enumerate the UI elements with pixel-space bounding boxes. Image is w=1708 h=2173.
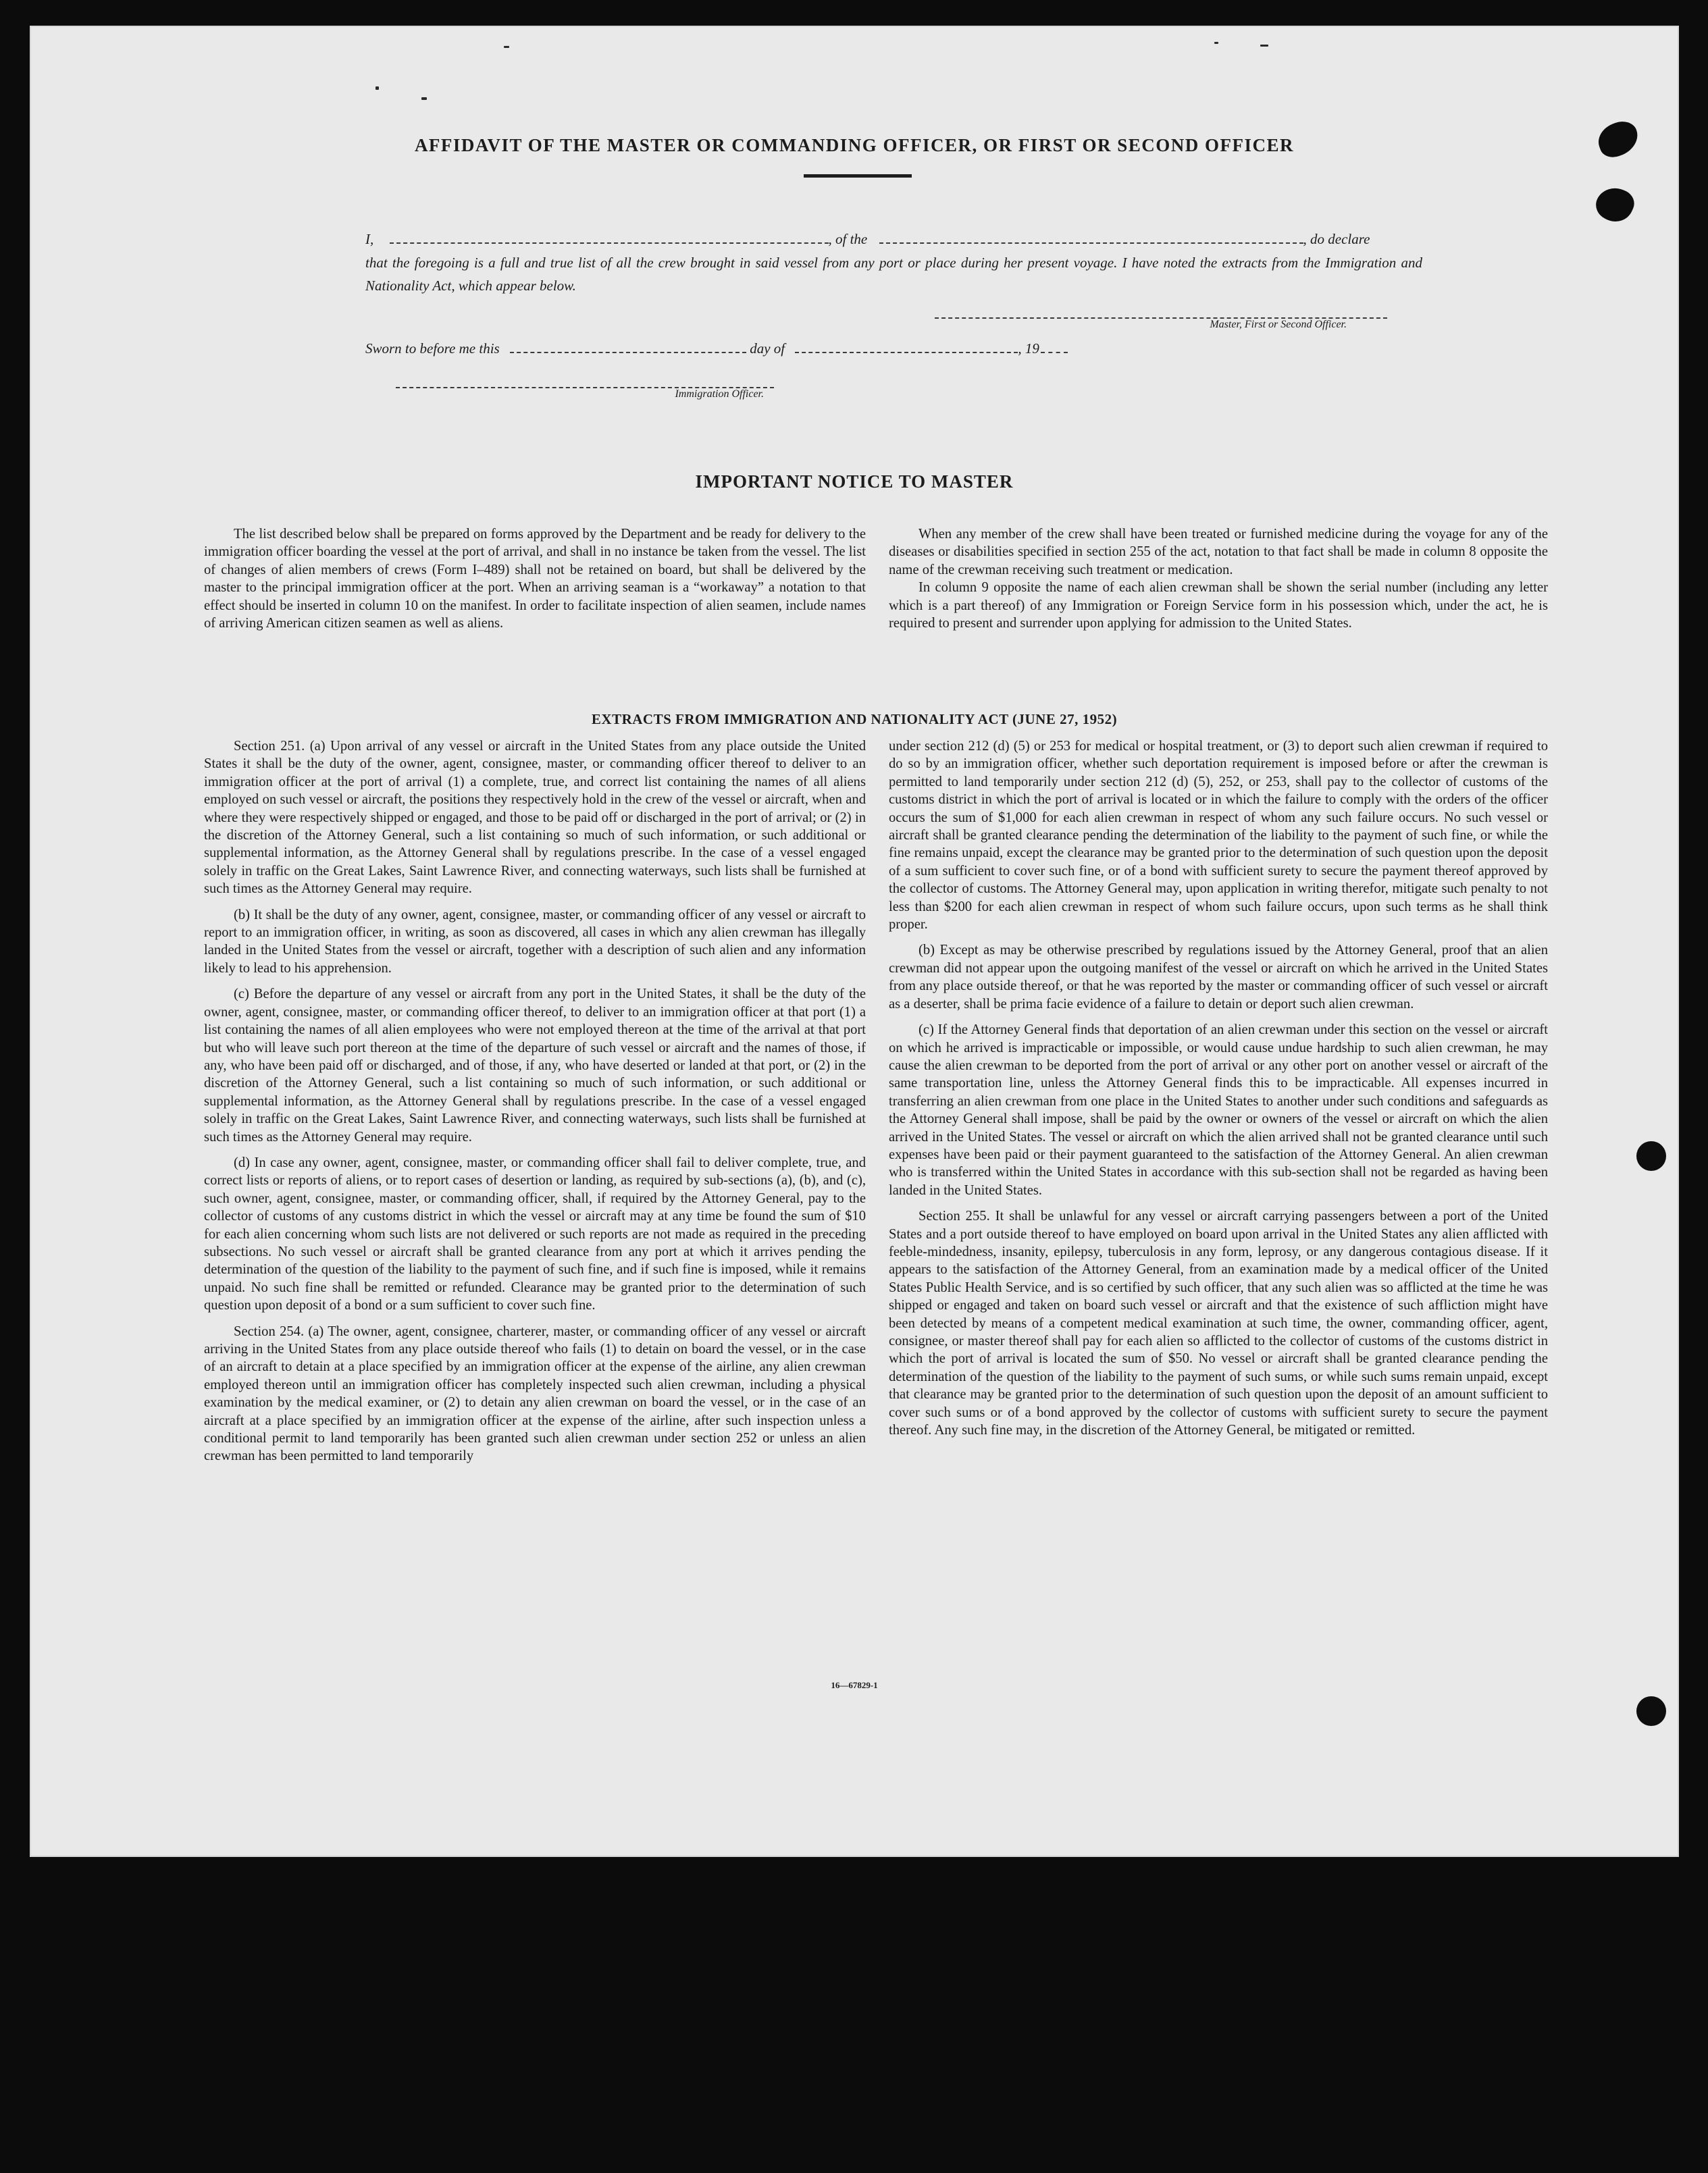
of-the-label: , of the [828, 231, 868, 247]
name-blank [390, 233, 829, 244]
section-254-a: Section 254. (a) The owner, agent, consignee, charterer, master, or commanding officer of any vessel or aircraft arriving in the United States from any place outside thereof who fails (1) to detain on board the vessel, or in the case of an aircraft to detain at a place specified by an immigration officer at the expense of the airline, any alien crewman employed thereon until an immigration officer has completely inspected such alien crewman, including a physical examination by the medical examiner, or (2) to detain any alien crewman on board the vessel, or in the case of an aircraft at a place specified by an immigration officer at the expense of the airline, after such inspection unless a conditional permit to land temporarily has been granted such alien crewman under section 252 or unless an alien crewman has been permitted to land temporarily [204, 1324, 866, 1464]
declaration-line-1 [365, 227, 1422, 251]
extracts-heading: EXTRACTS FROM IMMIGRATION AND NATIONALITY ACT (JUNE 27, 1952) [591, 711, 1118, 727]
day-of-label: day of [750, 340, 785, 357]
scan-speck [504, 46, 509, 48]
section-254-b: (b) Except as may be otherwise prescribed by regulations issued by the Attorney General, proof that an alien crewman did not appear upon the outgoing manifest of the vessel or aircraft on which he arrived in the United States from any place outside thereof, or that he was reported by the master or commanding officer of such vessel or aircraft as a deserter, shall be prima facie evidence of a failure to detain or deport such alien crewman. [889, 943, 1548, 1012]
declaration-i-label: I, [365, 231, 374, 247]
notice-left-paragraph: The list described below shall be prepared on forms approved by the Department and be ready for delivery to the immigration officer boarding the vessel at the port of arrival, and shall in no instance be taken from the vessel. The list of changes of alien members of crews (Form I–489) shall not be retained on board, but shall be delivered by the master to the principal immigration officer at the port. When an arriving seaman is a “workaway” a notation to that effect should be inserted in column 10 on the manifest. In order to facilitate inspection of alien seamen, include names of arriving American citizen seamen as well as aliens. [204, 527, 866, 631]
title-underline [804, 174, 912, 178]
scan-speck [376, 86, 379, 90]
section-251-a: Section 251. (a) Upon arrival of any vessel or aircraft in the United States from any place outside the United States it shall be the duty of the owner, agent, consignee, master, or commanding officer thereof to deliver to an immigration officer at the port of arrival (1) a complete, true, and correct list containing the names of all aliens employed on such vessel or aircraft, the positions they respectively hold in the crew of the vessel or aircraft, when and where they were respectively shipped or engaged, and those to be paid off or discharged in the port of arrival; or (2) in the discretion of the Attorney General, such a list containing so much of such information, or such additional or supplemental information, as the Attorney General shall by regulations prescribe. In the case of a vessel engaged solely in traffic on the Great Lakes, Saint Lawrence River, and connecting waterways, such lists shall be furnished at such times as the Attorney General may require. [204, 739, 866, 897]
sworn-year-blank [1041, 342, 1068, 353]
sworn-line [365, 336, 1422, 361]
declaration-statement: that the foregoing is a full and true list of all the crew brought in said vessel from any port or place during her present voyage. I have noted the extracts from the Immigration and Nationality Act, which appear below. [365, 255, 1422, 294]
master-caption: Master, First or Second Officer. [1210, 319, 1347, 330]
ink-blot [1591, 182, 1638, 228]
notice-left-column [204, 525, 866, 632]
officer-caption: Immigration Officer. [675, 388, 764, 400]
vessel-blank [879, 233, 1303, 244]
section-251-c: (c) Before the departure of any vessel or aircraft from any port in the United States, it shall be the duty of the owner, agent, consignee, master, or commanding officer thereof, to deliver to an immigration officer at that port (1) a list containing the names of all alien employees who were not employed thereon at the time of the arrival at that port but who will leave such port thereon at the time of the departure of such vessel or aircraft and the names of those, if any, who have been paid off or discharged, and of those, if any, who have deserted or landed at that port, or (2) in the discretion of the Attorney General, such a list containing so much of such information, or such additional or supplemental information, as the Attorney General shall by regulations prescribe. In the case of a vessel engaged solely in traffic on the Great Lakes, Saint Lawrence River, and connecting waterways, such lists shall be furnished at such times as the Attorney General may require. [204, 987, 866, 1145]
punch-hole [1636, 1696, 1666, 1726]
scan-speck [1260, 45, 1268, 47]
form-number: 16—67829-1 [831, 1680, 878, 1690]
notice-right-paragraph-1: When any member of the crew shall have been treated or furnished medicine during the voyage for any of the diseases or disabilities specified in section 255 of the act, notation to that fact shall be made in column 8 opposite the name of the crewman receiving such treatment or medication. [889, 527, 1548, 577]
notice-right-paragraph-2: In column 9 opposite the name of each alien crewman shall be shown the serial number (including any letter which is a part thereof) of any Immigration or Foreign Service form in his possession which, under the act, he is required to present and surrender upon applying for admission to the United States. [889, 580, 1548, 631]
extracts-right-column [889, 737, 1548, 1447]
year-prefix-label: , 19 [1018, 340, 1039, 357]
section-251-d: (d) In case any owner, agent, consignee, master, or commanding officer shall fail to deliver complete, true, and correct lists or reports of aliens, or to report cases of desertion or landing, as required by sub-sections (a), (b), and (c), such owner, agent, consignee, master, or commanding officer, shall, if required by the Attorney General, pay to the collector of customs of any customs district in which the vessel or aircraft may at any time be found the sum of $10 for each alien concerning whom such lists are not delivered or such reports are not made as required in the preceding subsections. No such vessel or aircraft shall be granted clearance from any port at which it arrives pending the determination of the question of the liability to the payment of such fine, and if such fine is imposed, while it remains unpaid. No such fine shall be remitted or refunded. Clearance may be granted prior to the determination of such question upon deposit of a bond or a sum sufficient to cover such fine. [204, 1155, 866, 1313]
scan-speck [421, 97, 427, 100]
section-254-a-continued: under section 212 (d) (5) or 253 for medical or hospital treatment, or (3) to deport such alien crewman if required to do so by an immigration officer, whether such deportation requirement is imposed before or after the crewman is permitted to land temporarily under section 212 (d) (5), 252, or 253, shall pay to the collector of customs of the customs district in which the port of arrival is located or in which the failure to comply with the orders of the officer occurs the sum of $1,000 for each alien crewman in respect of whom any such failure occurs. No such vessel or aircraft shall be granted clearance pending the determination of the liability to the payment of such fine, or while the fine remains unpaid, except the clearance may be granted prior to the determination of such question upon the deposit of a sum sufficient to cover such fine, or of a bond with sufficient surety to secure the payment thereof approved by the collector of customs. The Attorney General may, upon application in writing therefor, mitigate such penalty to not less than $200 for each alien crewman in respect of whom such failure occurs, upon such terms as he shall think proper. [889, 739, 1548, 933]
section-255: Section 255. It shall be unlawful for any vessel or aircraft carrying passengers between a port of the United States and a port outside thereof to have employed on board upon arrival in the United States any alien afflicted with feeble-mindedness, insanity, epilepsy, tuberculosis in any form, leprosy, or any dangerous contagious disease. If it appears to the satisfaction of the Attorney General, from an examination made by a medical officer of the United States Public Health Service, and is so certified by such officer, that any such alien was so afflicted at the time he was shipped or engaged and taken on board such vessel or aircraft and that the existence of such affliction might have been detected by means of a competent medical examination at such time, the owner, commanding officer, agent, consignee, or master thereof shall pay for each alien so afflicted to the collector of customs of the customs district in which the port of arrival is located the sum of $50. No vessel or aircraft shall be granted clearance pending the determination of the question of the liability to the payment of such sums, or while such sums remain unpaid, except that clearance may be granted prior to the determination of such question upon the deposit of an amount sufficient to cover such sums or of a bond approved by the collector of customs with sufficient surety to secure the payment thereof. Any such fine may, in the discretion of the Attorney General, be mitigated or remitted. [889, 1209, 1548, 1438]
sworn-day-blank [510, 342, 746, 353]
document-page [31, 27, 1678, 1856]
section-251-b: (b) It shall be the duty of any owner, agent, consignee, master, or commanding officer of any vessel or aircraft to report to an immigration officer, in writing, as soon as discovered, all cases in which any alien crewman has illegally landed in the United States from the vessel or aircraft, together with a description of such alien and any information likely to lead to his apprehension. [204, 907, 866, 976]
extracts-left-column [204, 737, 866, 1473]
scan-speck [1214, 42, 1218, 44]
notice-right-column [889, 525, 1548, 632]
notice-heading: IMPORTANT NOTICE TO MASTER [695, 471, 1014, 492]
affidavit-title: AFFIDAVIT OF THE MASTER OR COMMANDING OFFICER, OR FIRST OR SECOND OFFICER [414, 135, 1295, 155]
do-declare-label: , do declare [1303, 231, 1370, 247]
sworn-month-blank [795, 342, 1018, 353]
section-254-c: (c) If the Attorney General finds that deportation of an alien crewman under this section on the vessel or aircraft on which he arrived is impracticable or impossible, or would cause undue hardship to such alien crewman, he may cause the alien crewman to be deported from the port of arrival or any other port on another vessel or aircraft of the same transportation line, unless the Attorney General finds this to be impracticable. All expenses incurred in transferring an alien crewman from one place in the United States to another under such conditions and safeguards as the Attorney General shall impose, shall be paid by the owner or owners of the vessel or aircraft on which the alien arrived in the United States. The vessel or aircraft on which the alien arrived shall not be granted clearance until such expenses have been paid or their payment guaranteed to the satisfaction of the Attorney General. An alien crewman who is transferred within the United States in accordance with this sub-section shall not be regarded as having been landed in the United States. [889, 1022, 1548, 1198]
sworn-label: Sworn to before me this [365, 340, 500, 357]
punch-hole [1636, 1141, 1666, 1171]
